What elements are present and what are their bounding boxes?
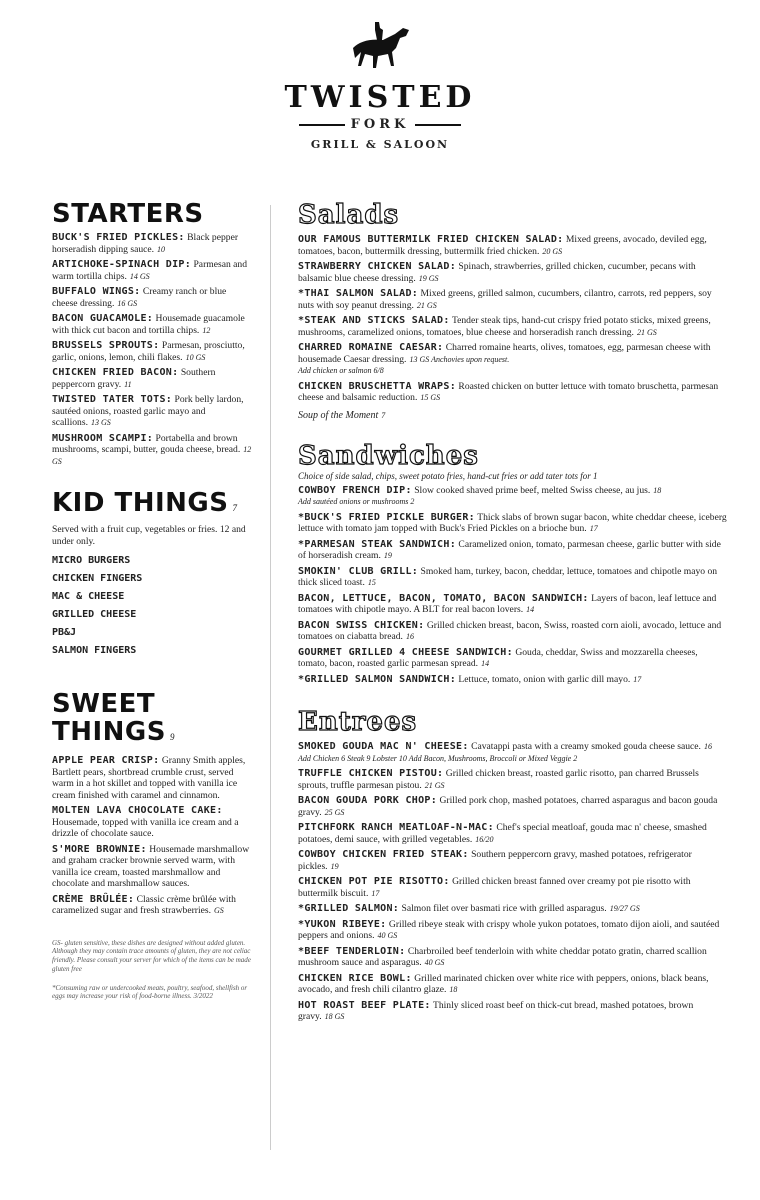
menu-item	[298, 593, 728, 616]
item-name: GOURMET GRILLED 4 CHEESE SANDWICH:	[298, 646, 513, 658]
soup-name: Soup of the Moment	[298, 409, 379, 421]
menu-item	[52, 232, 252, 255]
salads-heading: Salads	[298, 200, 400, 230]
item-name: BACON GUACAMOLE:	[52, 313, 154, 324]
menu-item	[52, 894, 252, 917]
starters-list	[52, 232, 252, 467]
sweets-title: THINGS	[52, 717, 166, 747]
menu-item	[52, 805, 252, 840]
menu-item	[298, 795, 728, 818]
item-price: 18	[449, 985, 458, 994]
brand-name: TWISTED	[284, 80, 476, 115]
menu-item	[52, 286, 252, 309]
item-name: CHICKEN RICE BOWL:	[298, 972, 412, 984]
item-price: 19	[330, 861, 339, 871]
item-description: Charred romaine hearts, olives, tomatoes, egg, parmesan cheese with housemade Caesar dressing.	[298, 342, 711, 365]
item-description: Thinly sliced roast beef on thick-cut bread, mashed potatoes, brown gravy.	[298, 999, 694, 1022]
item-price: 18	[653, 485, 662, 495]
entrees-list	[298, 741, 728, 1023]
item-price: 19	[383, 551, 392, 560]
logo	[280, 18, 480, 151]
menu-item	[52, 394, 252, 429]
item-price: 17	[371, 888, 380, 898]
item-description: Cavatappi pasta with a creamy smoked gouda cheese sauce.	[471, 741, 701, 752]
item-description: Grilled chicken breast, bacon, Swiss, roasted corn aioli, avocado, lettuce and tomatoes on ciabatta bread.	[298, 619, 722, 642]
item-name: ARTICHOKE-SPINACH DIP:	[52, 259, 192, 270]
item-description: Salmon filet over basmati rice with grilled asparagus.	[401, 903, 607, 914]
item-description: Black pepper horseradish dipping sauce.	[52, 232, 239, 255]
left-rule	[299, 124, 345, 126]
kids-item: SALMON FINGERS	[52, 645, 137, 656]
item-price: 14	[526, 605, 535, 614]
fork-word: FORK	[350, 117, 410, 132]
right-rule	[415, 124, 461, 126]
item-name: MUSHROOM SCAMPI:	[52, 432, 154, 444]
item-name: BUCK'S FRIED PICKLES:	[52, 232, 185, 243]
menu-item	[298, 946, 728, 969]
menu-item	[52, 340, 252, 363]
kids-item: MAC & CHEESE	[52, 591, 125, 602]
item-price: 16	[405, 632, 414, 641]
item-description: Portabella and brown mushrooms, scampi, butter, gouda cheese, bread.	[52, 432, 241, 455]
item-name: STRAWBERRY CHICKEN SALAD:	[298, 261, 457, 272]
left-column	[52, 200, 252, 1001]
menu-item	[298, 768, 728, 791]
item-price: 12	[202, 325, 211, 335]
item-name: BRUSSELS SPROUTS:	[52, 340, 160, 351]
kids-item: MICRO BURGERS	[52, 555, 131, 566]
salads-list	[298, 234, 728, 404]
menu-item	[298, 342, 728, 377]
sweets-list	[52, 755, 252, 917]
menu-item	[52, 433, 252, 468]
item-description: Grilled ribeye steak with crispy whole yukon potatoes, tomato dijon aioli, and sautéed peppers and onions.	[298, 918, 720, 941]
kids-section	[52, 489, 252, 656]
item-description: Southern peppercorn gravy.	[52, 367, 216, 390]
item-description: Lettuce, tomato, onion with garlic dill mayo.	[458, 673, 631, 685]
kids-item: PB&J	[52, 627, 77, 638]
item-name: TWISTED TATER TOTS:	[52, 394, 173, 405]
item-name: PITCHFORK RANCH MEATLOAF-N-MAC:	[298, 822, 494, 833]
item-description: Mixed greens, grilled salmon, cucumbers, cilantro, carrots, red peppers, soy nuts with soy peanut dressing.	[298, 288, 712, 311]
item-description: Tender steak tips, hand-cut crispy fried potato sticks, mixed greens, mushrooms, caramelized onions, tomatoes, blue cheese and horseradish ranch dressing.	[298, 315, 711, 338]
kids-list	[52, 555, 252, 656]
item-name: APPLE PEAR CRISP:	[52, 755, 160, 766]
item-description: Classic crème brûlée with caramelized sugar and fresh strawberries.	[52, 893, 236, 916]
item-price: 10 GS	[185, 352, 206, 362]
menu-item	[52, 844, 252, 890]
menu-item	[298, 261, 728, 284]
kids-item: GRILLED CHEESE	[52, 609, 137, 620]
item-name: *THAI SALMON SALAD:	[298, 288, 419, 299]
item-name: BUFFALO WINGS:	[52, 286, 141, 297]
item-price: 21 GS	[416, 300, 437, 310]
sandwiches-heading: Sandwiches	[298, 440, 479, 471]
item-addon: Add chicken or salmon 6/8	[298, 366, 384, 375]
item-addon: Add sautéed onions or mushrooms 2	[298, 497, 415, 506]
item-price: 25 GS	[324, 807, 345, 817]
item-name: BACON SWISS CHICKEN:	[298, 619, 425, 631]
item-price: 21 GS	[636, 327, 657, 337]
menu-item	[298, 647, 728, 670]
item-name: CRÈME BRÛLÉE:	[52, 893, 135, 905]
menu-item	[52, 367, 252, 390]
item-description: Housemade marshmallow and graham cracker brownie served warm, with vanilla ice cream, toasted marshmallow and chocolate and marshmallow sauces.	[52, 843, 250, 889]
kids-title: KID THINGS	[52, 488, 229, 518]
item-price: 19 GS	[418, 273, 439, 283]
item-name: *GRILLED SALMON:	[298, 903, 400, 914]
item-name: *YUKON RIBEYE:	[298, 918, 387, 930]
item-price: 14	[481, 659, 490, 668]
menu-item	[298, 973, 728, 996]
item-price: 17	[589, 524, 598, 533]
menu-item	[298, 315, 728, 338]
item-description: Layers of bacon, leaf lettuce and tomatoes with chipotle mayo. A BLT for real bacon lovers.	[298, 592, 717, 615]
item-description: Gouda, cheddar, Swiss and mozzarella cheeses, tomato, bacon, roasted garlic parmesan spread.	[298, 646, 698, 669]
item-price: 15 GS	[420, 393, 441, 402]
item-name: BACON, LETTUCE, BACON, TOMATO, BACON SANDWICH:	[298, 592, 589, 604]
kids-item: CHICKEN FINGERS	[52, 573, 143, 584]
item-price: 14 GS	[129, 271, 150, 281]
item-name: CHICKEN POT PIE RISOTTO:	[298, 876, 450, 887]
item-description: Slow cooked shaved prime beef, melted Swiss cheese, au jus.	[414, 484, 651, 496]
item-price: 11	[124, 379, 132, 389]
item-price: 18 GS	[324, 1012, 345, 1021]
sweets-section	[52, 690, 252, 917]
item-name: CHICKEN BRUSCHETTA WRAPS:	[298, 380, 457, 392]
item-description: Parmesan and warm tortilla chips.	[52, 259, 248, 282]
item-name: S'MORE BROWNIE:	[52, 843, 147, 855]
menu-item	[298, 741, 728, 764]
item-description: Creamy ranch or blue cheese dressing.	[52, 286, 227, 309]
entrees-heading: Entrees	[298, 707, 418, 737]
sweets-price: 9	[170, 732, 175, 742]
menu-item	[298, 566, 728, 589]
raw-note: *Consuming raw or undercooked meats, poultry, seafood, shellfish or eggs may increase your risk of food-borne illness. 3/2022	[52, 983, 248, 1001]
menu-item	[298, 288, 728, 311]
item-description: Chef's special meatloaf, gouda mac n' cheese, smashed potatoes, demi sauce, with grilled vegetables.	[298, 822, 707, 845]
item-price: 20 GS	[542, 246, 563, 256]
item-price: 13 GS Anchovies upon request.	[409, 354, 510, 364]
item-description: Pork belly lardon, sautéed onions, roasted garlic mayo and scallions.	[52, 394, 244, 428]
menu-item	[298, 849, 728, 872]
item-description: Charbroiled beef tenderloin with white cheddar potato gratin, charred scallion mushroom sauce and asparagus.	[298, 945, 707, 968]
item-name: SMOKED GOUDA MAC N' CHEESE:	[298, 741, 469, 752]
menu-item	[298, 1000, 728, 1023]
item-description: Smoked ham, turkey, bacon, cheddar, lettuce, tomatoes and chipotle mayo on thick sliced toast.	[298, 565, 718, 588]
sandwiches-note: Choice of side salad, chips, sweet potato fries, hand-cut fries or add tater tots for 1	[298, 470, 598, 481]
item-price: 40 GS	[377, 931, 398, 940]
starters-heading: STARTERS	[52, 199, 204, 229]
item-name: *BEEF TENDERLOIN:	[298, 945, 406, 957]
item-price: 19/27 GS	[609, 904, 640, 913]
horse-rider-icon	[345, 18, 415, 78]
tagline: GRILL & SALOON	[310, 138, 450, 151]
fork-row	[280, 117, 480, 132]
item-description: Parmesan, prosciutto, garlic, onions, lemon, chili flakes.	[52, 340, 245, 363]
entrees-section	[298, 707, 728, 1023]
kids-heading	[52, 489, 252, 522]
item-name: CHICKEN FRIED BACON:	[52, 367, 179, 378]
item-description: Housemade, topped with vanilla ice cream and a drizzle of chocolate sauce.	[52, 816, 239, 839]
item-price: 16 GS	[117, 298, 138, 308]
item-description: Southern peppercorn gravy, mashed potatoes, refrigerator pickles.	[298, 849, 692, 872]
menu-item	[52, 259, 252, 282]
item-addon: Add Chicken 6 Steak 9 Lobster 10 Add Bacon, Mushrooms, Broccoli or Mixed Veggie 2	[298, 753, 578, 763]
item-name: COWBOY FRENCH DIP:	[298, 484, 412, 496]
menu-item	[298, 903, 728, 915]
menu-item	[298, 234, 728, 257]
menu-item	[298, 485, 728, 508]
menu-item	[52, 755, 252, 801]
menu-item	[298, 512, 728, 535]
item-price: 21 GS	[424, 780, 445, 790]
item-description: Caramelized onion, tomato, parmesan cheese, garlic butter with side of horseradish cream.	[298, 538, 721, 561]
item-description: Grilled marinated chicken over white rice with peppers, onions, black beans, avocado, and fresh chili cilantro glaze.	[298, 972, 709, 995]
sweets-heading-2	[52, 718, 252, 751]
item-description: Thick slabs of brown sugar bacon, white cheddar cheese, iceberg lettuce with tomato jam topped with Buck's Fried Pickles on a brioche bun.	[298, 511, 727, 534]
item-description: Grilled chicken breast, roasted garlic risotto, pan charred Brussels sprouts, truffle parmesan pistou.	[298, 768, 699, 791]
sweets-heading-1: SWEET	[52, 689, 156, 719]
gs-note: GS- gluten sensitive, these dishes are designed without added gluten. Although they may contain trace amounts of gluten, they are not celiac friendly. Please consult your server for which of the items can be made gluten free	[52, 938, 251, 973]
item-price: 16/20	[475, 834, 494, 844]
item-description: Granny Smith apples, Bartlett pears, shortbread crumble crust, served warm in a hot skillet and topped with vanilla ice cream finished with caramel and cinnamon.	[52, 755, 246, 801]
item-name: OUR FAMOUS BUTTERMILK FRIED CHICKEN SALAD:	[298, 234, 564, 245]
item-name: *BUCK'S FRIED PICKLE BURGER:	[298, 511, 475, 523]
item-name: MOLTEN LAVA CHOCOLATE CAKE:	[52, 805, 223, 816]
item-description: Grilled pork chop, mashed potatoes, charred asparagus and bacon gouda gravy.	[298, 795, 718, 818]
column-divider	[270, 205, 271, 1150]
item-price: 17	[633, 674, 642, 684]
menu-item	[52, 313, 252, 336]
item-name: COWBOY CHICKEN FRIED STEAK:	[298, 849, 469, 860]
soup-item	[298, 410, 728, 421]
menu-item	[298, 822, 728, 845]
menu-item	[298, 620, 728, 643]
item-price: 15	[367, 578, 376, 587]
kids-note: Served with a fruit cup, vegetables or fries. 12 and under only.	[52, 524, 246, 547]
item-name: CHARRED ROMAINE CAESAR:	[298, 342, 444, 353]
item-description: Spinach, strawberries, grilled chicken, cucumber, pecans with balsamic blue cheese dressing.	[298, 261, 696, 284]
item-name: *STEAK AND STICKS SALAD:	[298, 315, 450, 326]
menu-item	[298, 539, 728, 562]
sandwiches-section	[298, 441, 728, 686]
item-description: Housemade guacamole with thick cut bacon and tortilla chips.	[52, 313, 245, 336]
item-name: *PARMESAN STEAK SANDWICH:	[298, 538, 457, 550]
menu-item	[298, 674, 728, 686]
item-name: HOT ROAST BEEF PLATE:	[298, 999, 431, 1011]
kids-price: 7	[232, 503, 238, 513]
menu-item	[298, 876, 728, 899]
item-price: 13 GS	[90, 418, 111, 427]
item-description: Mixed greens, avocado, deviled egg, tomatoes, bacon, buttermilk dressing, buttermilk fried chicken.	[298, 234, 707, 257]
right-column	[298, 200, 728, 1023]
item-name: SMOKIN' CLUB GRILL:	[298, 565, 419, 577]
sandwiches-list	[298, 485, 728, 686]
item-name: TRUFFLE CHICKEN PISTOU:	[298, 768, 444, 779]
item-price: 10	[157, 244, 166, 254]
item-price: 40 GS	[424, 958, 445, 967]
item-price: 16	[703, 742, 712, 751]
item-price: 12 GS	[52, 445, 252, 466]
soup-price: 7	[381, 410, 386, 420]
item-description: Grilled chicken breast fanned over creamy pot pie risotto with buttermilk biscuit.	[298, 876, 691, 899]
menu-item	[298, 919, 728, 942]
item-name: *GRILLED SALMON SANDWICH:	[298, 673, 457, 685]
item-name: BACON GOUDA PORK CHOP:	[298, 795, 438, 806]
item-price: GS	[214, 906, 224, 915]
menu-item	[298, 381, 728, 404]
item-description: Roasted chicken on butter lettuce with tomato bruschetta, parmesan cheese and balsamic reduction.	[298, 380, 719, 403]
